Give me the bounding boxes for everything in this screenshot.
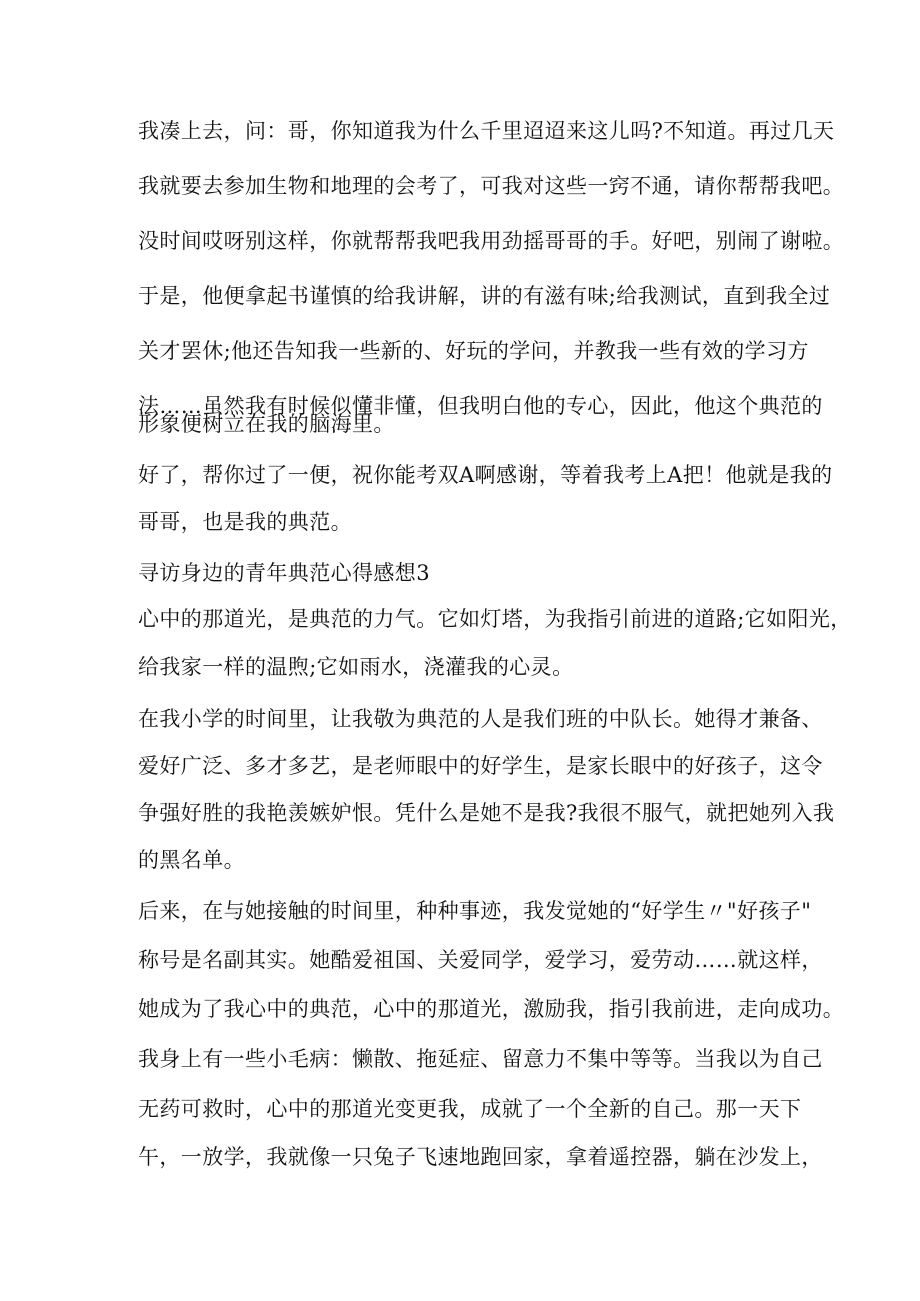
text-line: 法……虽然我有时候似懂非懂，但我明白他的专心，因此，他这个典范的 (138, 394, 823, 418)
section-heading: 寻访身边的青年典范心得感想3 (138, 561, 430, 585)
text-line: 好了，帮你过了一便，祝你能考双A啊感谢，等着我考上A把！他就是我的 (138, 463, 833, 487)
text-line: 于是，他便拿起书谨慎的给我讲解，讲的有滋有味;给我测试，直到我全过 (138, 284, 831, 308)
text-line: 没时间哎呀别这样，你就帮帮我吧我用劲摇哥哥的手。好吧，别闹了谢啦。 (138, 229, 845, 253)
text-line: 后来，在与她接触的时间里，种种事迹，我发觉她的“好学生〃"好孩子" (138, 899, 812, 923)
text-line: 无药可救时，心中的那道光变更我，成就了一个全新的自己。那一天下 (138, 1097, 802, 1121)
text-line: 哥哥，也是我的典范。 (138, 510, 352, 534)
text-line: 我凑上去，问：哥，你知道我为什么千里迢迢来这儿吗?不知道。再过几天 (138, 119, 835, 143)
text-line: 关才罢休;他还告知我一些新的、好玩的学问，并教我一些有效的学习方 (138, 339, 809, 363)
text-line: 午，一放学，我就像一只兔子飞速地跑回家，拿着遥控器，躺在沙发上， (138, 1145, 823, 1169)
text-line: 的黑名单。 (138, 848, 245, 872)
text-line: 称号是名副其实。她酷爱祖国、关爱同学，爱学习，爱劳动……就这样， (138, 948, 823, 972)
text-line: 争强好胜的我艳羡嫉妒恨。凭什么是她不是我?我很不服气，就把她列入我 (138, 801, 835, 825)
text-line: 形象便树立在我的脑海里。 (138, 412, 395, 436)
text-line: 心中的那道光，是典范的力气。它如灯塔，为我指引前进的道路;它如阳光， (138, 607, 852, 631)
text-line: 我就要去参加生物和地理的会考了，可我对这些一窍不通，请你帮帮我吧。 (138, 174, 845, 198)
text-line: 我身上有一些小毛病：懒散、拖延症、留意力不集中等等。当我以为自己 (138, 1047, 823, 1071)
text-line: 在我小学的时间里，让我敬为典范的人是我们班的中队长。她得才兼备、 (138, 707, 823, 731)
text-line: 爱好广泛、多才多艺，是老师眼中的好学生，是家长眼中的好孩子，这令 (138, 754, 823, 778)
text-line: 给我家一样的温煦;它如雨水，浇灌我的心灵。 (138, 655, 574, 679)
text-line: 她成为了我心中的典范，心中的那道光，激励我，指引我前进，走向成功。 (138, 997, 845, 1021)
